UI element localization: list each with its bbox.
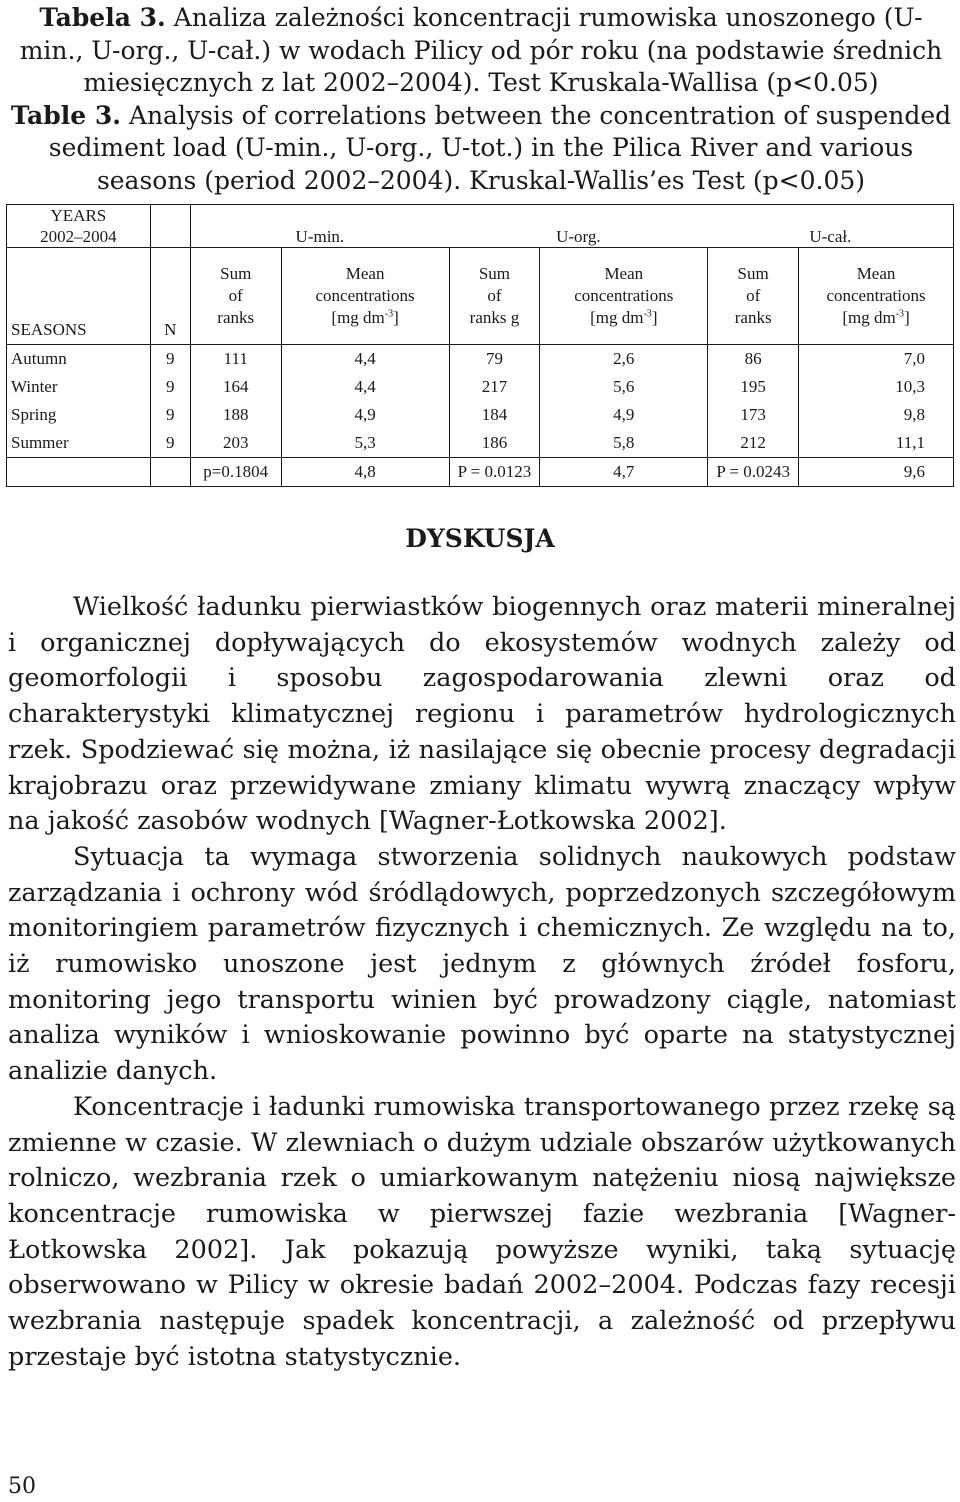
n-cell: 9 — [150, 401, 190, 429]
unit-exponent: -3 — [643, 308, 652, 320]
years-header-cell — [7, 205, 151, 248]
season-cell: Spring — [11, 405, 57, 424]
value-cell: 5,3 — [281, 429, 449, 458]
subheader-line: Mean — [856, 264, 896, 283]
value-cell: 173 — [708, 401, 799, 429]
summary-row — [7, 458, 954, 487]
table-body — [7, 345, 954, 458]
unit-text: [mg dm — [331, 308, 385, 327]
discussion-body — [8, 590, 956, 1375]
caption-pl-text: Analiza zależności koncentracji rumowiska unoszonego (U-min., U-org., U-cał.) w wodach Pilicy od pór roku (na podstawie średnich miesięcznych z lat 2002–2004). Test Kruskala-Wallisa (p<0.05) — [19, 3, 943, 98]
value-cell: 11,1 — [799, 429, 954, 458]
table-row — [7, 401, 954, 429]
subheader-line: concentrations — [315, 286, 415, 305]
table-row — [7, 373, 954, 401]
value-cell: 111 — [190, 345, 281, 374]
subheader-umin-mean — [281, 248, 449, 345]
value-cell: 212 — [708, 429, 799, 458]
table-caption — [8, 2, 954, 198]
summary-empty — [150, 458, 190, 487]
years-label: YEARS — [50, 206, 107, 225]
summary-uorg-mean: 4,7 — [540, 458, 708, 487]
value-cell: 5,6 — [540, 373, 708, 401]
value-cell: 184 — [449, 401, 540, 429]
group-header-umin: U-min. — [190, 205, 449, 248]
value-cell: 4,9 — [281, 401, 449, 429]
n-cell: 9 — [150, 429, 190, 458]
value-cell: 188 — [190, 401, 281, 429]
value-cell: 79 — [449, 345, 540, 374]
value-cell: 10,3 — [799, 373, 954, 401]
value-cell: 4,9 — [540, 401, 708, 429]
paragraph: Koncentracje i ładunki rumowiska transportowanego przez rzekę są zmienne w czasie. W zlewniach o dużym udziale obszarów użytkowanych rolniczo, wezbrania rzek o umiarkowanym natężeniu niosą największe koncentracje rumowiska w pierwszej fazie wezbrania [Wagner-Łotkowska 2002]. Jak pokazują powyższe wyniki, taką sytuację obserwowano w Pilicy w okresie badań 2002–2004. Podczas fazy recesji wezbrania następuje spadek koncentracji, a zależność od przepływu przestaje być istotna statystycznie. — [8, 1091, 956, 1372]
kruskal-wallis-table — [6, 204, 954, 487]
value-cell: 86 — [708, 345, 799, 374]
value-cell: 186 — [449, 429, 540, 458]
summary-umin-mean: 4,8 — [281, 458, 449, 487]
value-cell: 164 — [190, 373, 281, 401]
paragraph: Sytuacja ta wymaga stworzenia solidnych naukowych podstaw zarządzania i ochrony wód śródlądowych, poprzedzonych szczegółowym monitoringiem parametrów fizycznych i chemicznych. Ze względu na to, iż rumowisko unoszone jest jednym z głównych źródeł fosforu, monitoring jego transportu winien być prowadzony ciągle, natomiast analiza wyników i wnioskowanie powinno być oparte na statystycznej analizie danych. — [8, 841, 956, 1087]
season-cell: Summer — [11, 433, 69, 452]
caption-en-label: Table 3. — [10, 100, 121, 130]
subheader-line: ranks — [734, 308, 772, 327]
subheader-line: Sum — [737, 264, 769, 283]
subheader-line: concentrations — [826, 286, 926, 305]
summary-empty — [7, 458, 151, 487]
subheader-line: Sum — [478, 264, 511, 283]
header-row-groups — [7, 205, 954, 248]
subheader-line: Mean — [345, 264, 385, 283]
value-cell: 7,0 — [799, 345, 954, 374]
page-number: 50 — [8, 1474, 36, 1499]
header-row-subheaders — [7, 248, 954, 345]
header-spacer — [150, 205, 190, 248]
subheader-ucal-sum — [708, 248, 799, 345]
subheader-line: Mean — [604, 264, 644, 283]
season-cell: Autumn — [7, 345, 151, 374]
value-cell: 217 — [449, 373, 540, 401]
group-header-uorg: U-org. — [556, 227, 601, 246]
subheader-line: Sum — [220, 264, 252, 283]
subheader-unit — [803, 307, 949, 329]
subheader-line: of — [228, 286, 243, 305]
value-cell: 195 — [708, 373, 799, 401]
subheader-umin-sum — [190, 248, 281, 345]
section-title: DYSKUSJA — [405, 524, 555, 553]
unit-close: ] — [651, 308, 658, 327]
paragraph: Wielkość ładunku pierwiastków biogennych oraz materii mineralnej i organicznej dopływających do ekosystemów wodnych zależy od geomorfologii i sposobu zagospodarowania zlewni oraz od charakterystyki klimatycznej regionu i parametrów hydrologicznych rzek. Spodziewać się można, iż nasilające się obecnie procesy degradacji krajobrazu oraz przewidywane zmiany klimatu wywrą znaczący wpływ na jakość zasobów wodnych [Wagner-Łotkowska 2002]. — [8, 592, 956, 837]
value-cell: 5,8 — [540, 429, 708, 458]
value-cell: 203 — [190, 429, 281, 458]
years-range: 2002–2004 — [40, 227, 117, 246]
n-cell: 9 — [150, 373, 190, 401]
season-cell: Winter — [11, 377, 58, 396]
subheader-line: ranks — [217, 308, 255, 327]
value-cell: 2,6 — [540, 345, 708, 374]
group-header-ucal: U-cał. — [809, 227, 852, 246]
unit-text: [mg dm — [590, 308, 644, 327]
caption-polish — [8, 2, 954, 100]
summary-umin-p: p=0.1804 — [190, 458, 281, 487]
subheader-uorg-sum — [449, 248, 540, 345]
subheader-line: concentrations — [574, 286, 674, 305]
unit-exponent: -3 — [895, 308, 905, 320]
value-cell: 4,4 — [281, 345, 449, 374]
seasons-header: SEASONS — [7, 248, 151, 345]
value-cell: 4,4 — [281, 373, 449, 401]
summary-ucal-mean: 9,6 — [799, 458, 954, 487]
n-cell: 9 — [150, 345, 190, 374]
subheader-ucal-mean — [799, 248, 954, 345]
caption-en-text: Analysis of correlations between the concentration of suspended sediment load (U-min., U-org., U-tot.) in the Pilica River and various seasons (period 2002–2004). Kruskal-Wallis’es Test (p<0.05) — [48, 100, 952, 195]
unit-close: ] — [904, 308, 910, 327]
value-cell: 9,8 — [799, 401, 954, 429]
unit-close: ] — [393, 308, 399, 327]
summary-uorg-p: P = 0.0123 — [449, 458, 540, 487]
subheader-line: ranks g — [469, 308, 520, 327]
unit-text: [mg dm — [842, 308, 896, 327]
unit-exponent: -3 — [384, 308, 394, 320]
subheader-unit — [286, 307, 445, 329]
n-header: N — [150, 248, 190, 345]
summary-ucal-p: P = 0.0243 — [708, 458, 799, 487]
subheader-line: of — [487, 286, 502, 305]
caption-english — [8, 100, 954, 198]
subheader-line: of — [746, 286, 761, 305]
subheader-unit — [544, 307, 703, 329]
table-row — [7, 429, 954, 458]
subheader-uorg-mean — [540, 248, 708, 345]
caption-pl-label: Tabela 3. — [39, 3, 166, 32]
table-row — [7, 345, 954, 374]
